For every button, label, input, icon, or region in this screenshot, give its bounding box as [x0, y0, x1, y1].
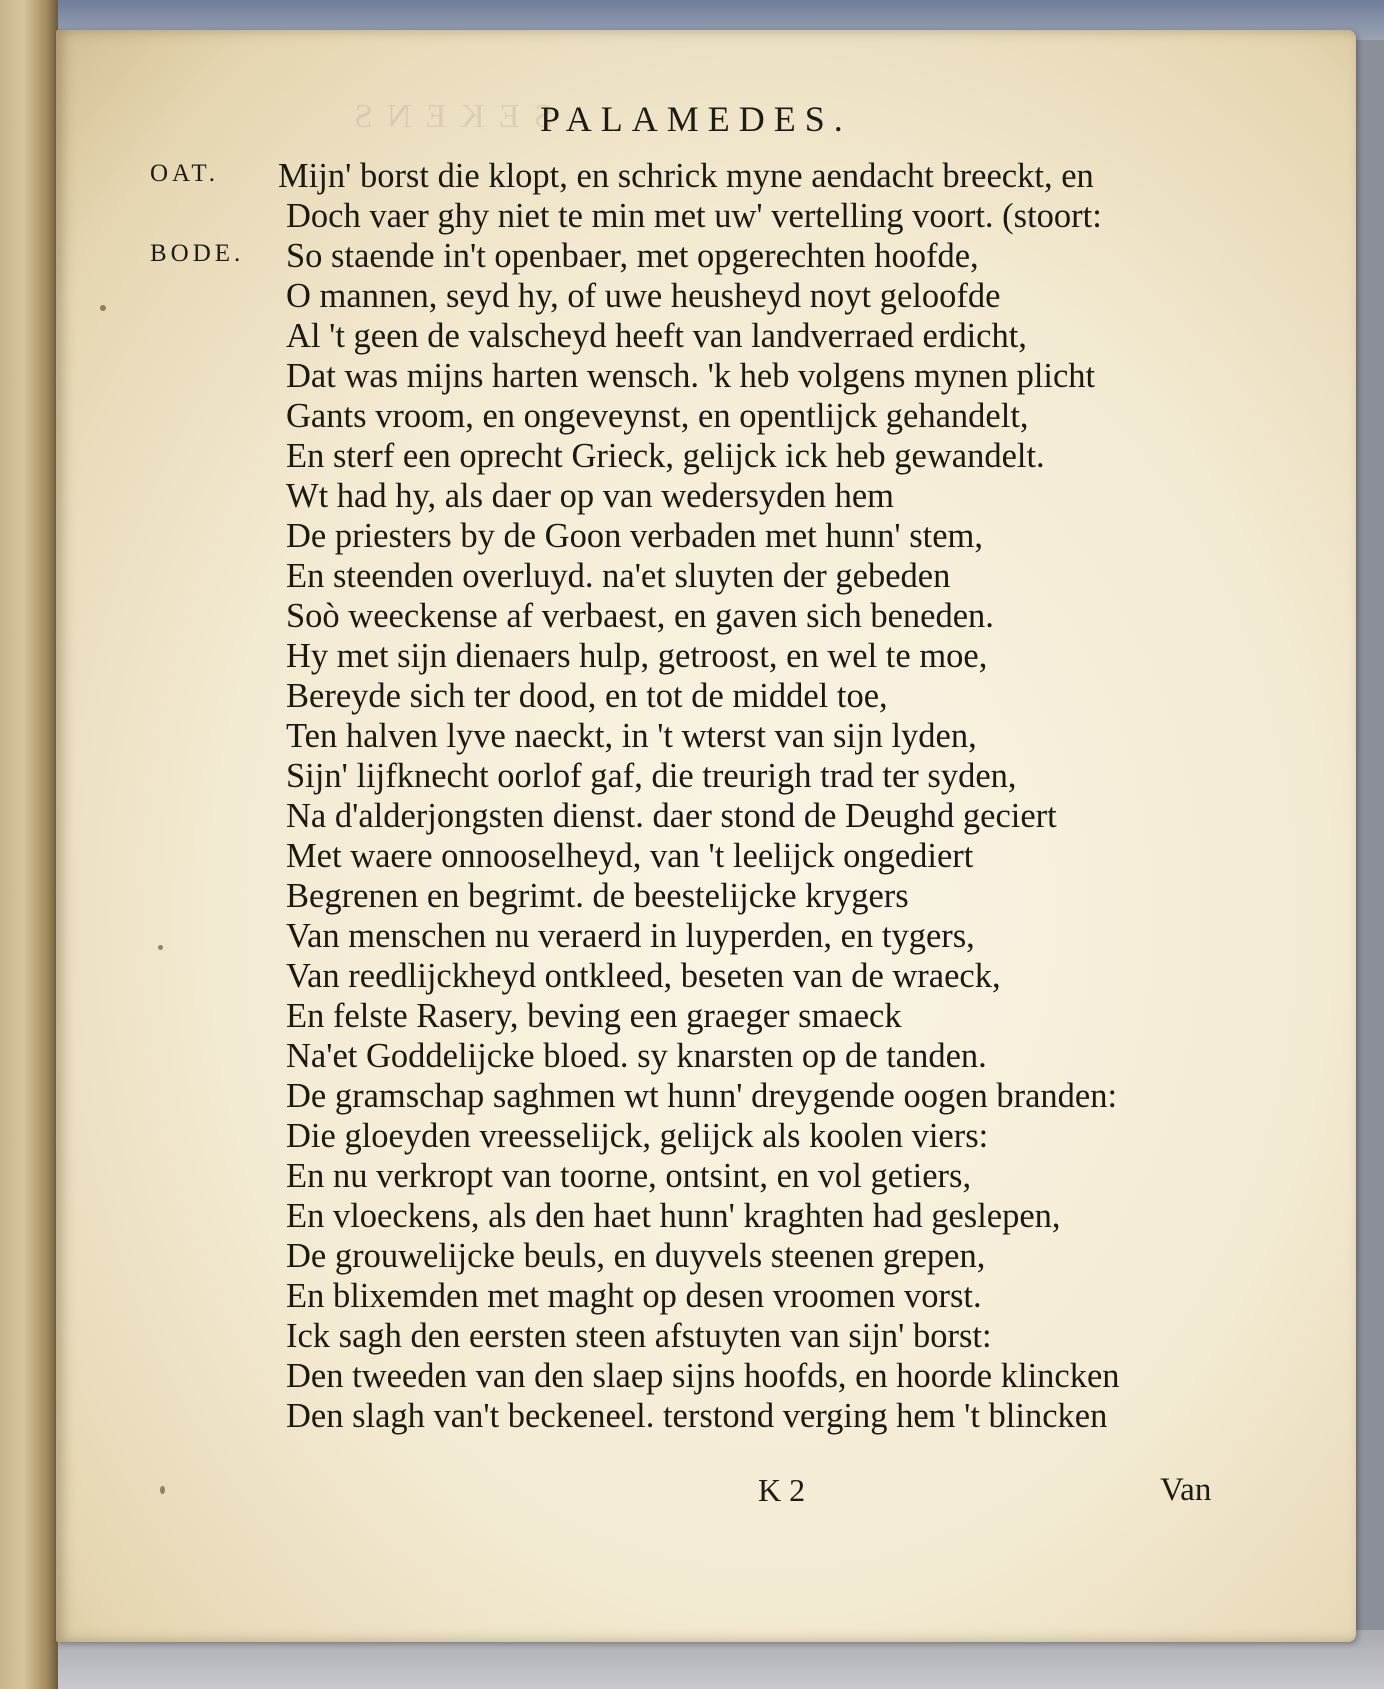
- show-through-text: SEKENS: [340, 98, 553, 135]
- verse-line: Begrenen en begrimt. de beestelijcke krygers: [286, 877, 909, 915]
- verse-line: En sterf een oprecht Grieck, gelijck ick heb gewandelt.: [286, 437, 1045, 475]
- verse-line: O mannen, seyd hy, of uwe heusheyd noyt geloofde: [286, 277, 1001, 315]
- verse-line: De priesters by de Goon verbaden met hunn' stem,: [286, 517, 983, 555]
- speaker-label: BODE.: [150, 240, 245, 267]
- verse-text: [278, 156, 1246, 1436]
- verse-line: Bereyde sich ter dood, en tot de middel toe,: [286, 677, 888, 715]
- verse-line: So staende in't openbaer, met opgerechten hoofde,: [286, 237, 979, 275]
- verse-line: Al 't geen de valscheyd heeft van landverraed erdicht,: [286, 317, 1027, 355]
- verse-line: Den tweeden van den slaep sijns hoofds, en hoorde klincken: [286, 1357, 1120, 1395]
- verse-line: Ick sagh den eersten steen afstuyten van sijn' borst:: [286, 1317, 992, 1355]
- verse-line: De gramschap saghmen wt hunn' dreygende oogen branden:: [286, 1077, 1118, 1115]
- verse-line: Wt had hy, als daer op van wedersyden hem: [286, 477, 895, 515]
- verse-line: Gants vroom, en ongeveynst, en opentlijck gehandelt,: [286, 397, 1029, 435]
- verse-line: Mijn' borst die klopt, en schrick myne aendacht breeckt, en: [278, 157, 1094, 195]
- verse-line: En steenden overluyd. na'et sluyten der gebeden: [286, 557, 951, 595]
- verse-line: En felste Rasery, beving een graeger smaeck: [286, 997, 902, 1035]
- facing-page-edge: [0, 0, 58, 1689]
- verse-line: Die gloeyden vreesselijck, gelijck als koolen viers:: [286, 1117, 989, 1155]
- verse-line: En blixemden met maght op desen vroomen vorst.: [286, 1277, 982, 1315]
- verse-line: Na'et Goddelijcke bloed. sy knarsten op de tanden.: [286, 1037, 987, 1075]
- verse-line: En vloeckens, als den haet hunn' kraghten had geslepen,: [286, 1197, 1061, 1235]
- verse-line: Dat was mijns harten wensch. 'k heb volgens mynen plicht: [286, 357, 1096, 395]
- foxing-spot: [160, 1486, 165, 1494]
- signature-mark: K 2: [758, 1472, 806, 1508]
- verse-line: Soò weeckense af verbaest, en gaven sich beneden.: [286, 597, 994, 635]
- running-head: PALAMEDES.: [540, 99, 852, 139]
- verse-line: Den slagh van't beckeneel. terstond verging hem 't blincken: [286, 1397, 1108, 1435]
- speaker-label: OAT.: [150, 160, 220, 187]
- catchword: Van: [1160, 1472, 1212, 1508]
- verse-line: En nu verkropt van toorne, ontsint, en vol getiers,: [286, 1157, 972, 1195]
- verse-line: Van reedlijckheyd ontkleed, beseten van de wraeck,: [286, 957, 1001, 995]
- verse-line: Sijn' lijfknecht oorlof gaf, die treurigh trad ter syden,: [286, 757, 1017, 795]
- verse-line: Ten halven lyve naeckt, in 't wterst van sijn lyden,: [286, 717, 977, 755]
- verse-line: De grouwelijcke beuls, en duyvels steenen grepen,: [286, 1237, 986, 1275]
- verse-line: Met waere onnooselheyd, van 't leelijck ongediert: [286, 837, 974, 875]
- verse-line: Hy met sijn dienaers hulp, getroost, en wel te moe,: [286, 637, 988, 675]
- verse-line: Van menschen nu veraerd in luyperden, en tygers,: [286, 917, 975, 955]
- verse-line: Na d'alderjongsten dienst. daer stond de Deughd geciert: [286, 797, 1057, 835]
- foxing-spot: [158, 945, 163, 950]
- verse-line: Doch vaer ghy niet te min met uw' vertelling voort. (stoort:: [286, 197, 1102, 235]
- foxing-spot: [100, 305, 106, 311]
